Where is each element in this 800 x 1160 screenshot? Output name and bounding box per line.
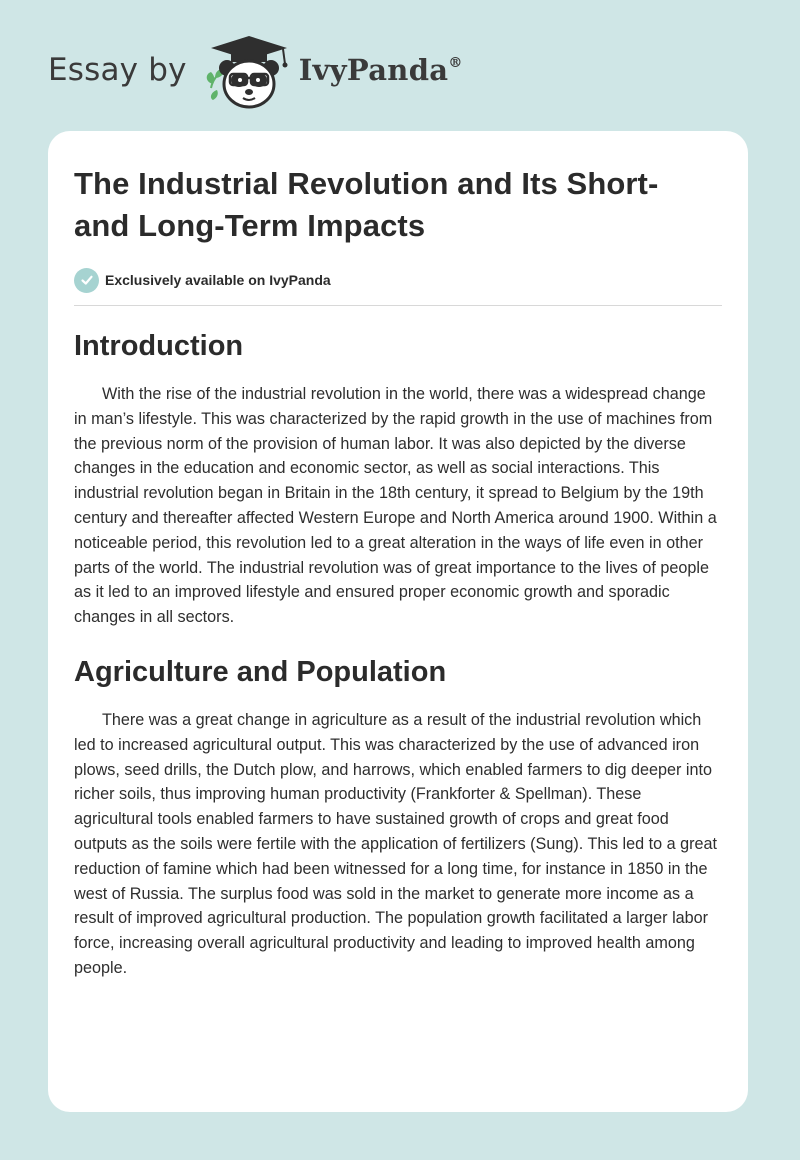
section-paragraph: With the rise of the industrial revolution in the world, there was a widespread change in man’s lifestyle. This was characterized by the rapid growth in the use of machines from the previous norm of the provision of human labor. It was also depicted by the diverse changes in the education and economic sector, as well as social interactions. This industrial revolution began in Britain in the 18th century, it spread to Belgium by the 19th century and thereafter affected Western Europe and North America around 1900. Within a noticeable period, this revolution led to a great alteration in the ways of life even in other parts of the world. The industrial revolution was of great importance to the lives of people as it led to an improved lifestyle and ensured proper economic growth and sporadic changes in all sectors.: [74, 385, 717, 627]
brand-name: [299, 53, 463, 87]
ivypanda-logo[interactable]: [203, 28, 463, 112]
section-introduction: [74, 328, 722, 630]
panda-graduate-icon: [203, 28, 295, 112]
registered-mark: ®: [448, 55, 463, 71]
divider: [74, 305, 722, 306]
exclusive-badge-label: Exclusively available on IvyPanda: [105, 272, 331, 288]
essay-by-label: Essay by: [48, 52, 187, 88]
section-paragraph: There was a great change in agriculture as a result of the industrial revolution which led to increased agricultural output. This was characterized by the use of advanced iron plows, seed drills, the Dutch plow, and harrows, which enabled farmers to dig deeper into richer soils, thus improving human productivity (Frankforter & Spellman). These agricultural tools enabled farmers to have sustained growth of crops and great food outputs as the soils were fertile with the application of fertilizers (Sung). This led to a great reduction of famine which had been witnessed for a long time, for instance in 1850 in the west of Russia. The surplus food was sold in the market to generate more income as a result of improved agricultural production. The population growth facilitated a larger labor force, increasing overall agricultural productivity and leading to improved health among people.: [74, 710, 718, 977]
exclusive-badge: [74, 266, 722, 294]
section-heading: Introduction: [74, 330, 244, 362]
section-agriculture-population: [74, 654, 722, 981]
check-icon: [74, 268, 99, 293]
brand-text: IvyPanda: [298, 53, 449, 87]
section-heading: Agriculture and Population: [74, 655, 447, 688]
essay-title: The Industrial Revolution and Its Short- and Long-Term Impacts: [74, 166, 659, 243]
site-header: [48, 28, 463, 112]
essay-card: [48, 131, 748, 1112]
